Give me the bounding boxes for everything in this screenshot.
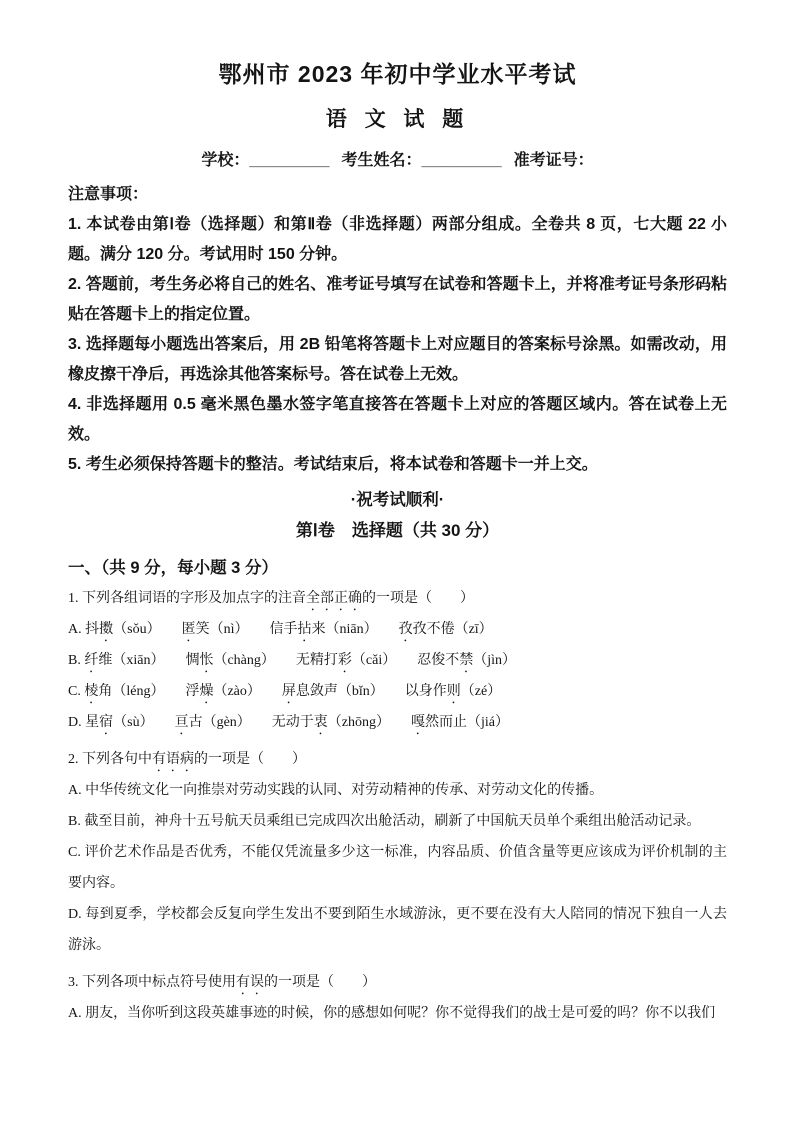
text-segment: （jìn） — [473, 653, 516, 668]
notice-item-4: 4. 非选择题用 0.5 毫米黑色墨水签字笔直接答在答题卡上对应的答题区域内。答在试卷上无效。 — [68, 396, 727, 443]
emphasized-text: 禁 — [459, 653, 474, 668]
text-segment: C. — [68, 684, 85, 699]
ticket-number-label: 准考证号： — [513, 152, 594, 169]
text-segment: B. 截至目前，神舟十五号航天员乘组已完成四次出舱活动，刷新了中国航天员单个乘组出舱活动记录。 — [68, 814, 701, 829]
emphasized-text: 怅 — [199, 653, 214, 668]
notice-heading: 注意事项： — [68, 186, 149, 203]
text-segment: C. 评价艺术作品是否优秀，不能仅凭流量多少这一标准，内容品质、价值含量等更应该成为评价机制的主要内容。 — [68, 845, 727, 891]
question-1-option-b — [68, 645, 727, 676]
school-label: 学校： — [201, 152, 250, 169]
notice-item-5: 5. 考生必须保持答题卡的整洁。考试结束后，将本试卷和答题卡一并上交。 — [68, 456, 598, 473]
text-segment: A. 中华传统文化一向推崇对劳动实践的认同、对劳动精神的传承、对劳动文化的传播。 — [68, 783, 604, 798]
emphasized-text: 燥 — [199, 684, 214, 699]
text-segment: （zé） — [460, 684, 502, 699]
text-segment: （cǎi） 忍俊不 — [351, 653, 460, 668]
emphasized-text: 孜 — [398, 622, 413, 637]
question-2-option-c — [68, 837, 727, 899]
text-segment: （zhōng） — [327, 715, 412, 730]
text-segment: 古（gèn） 无动于 — [188, 715, 314, 730]
candidate-name-label: 考生姓名： — [341, 152, 422, 169]
page-title: 鄂州市 2023 年初中学业水平考试 — [218, 61, 577, 87]
section-1-title: 第Ⅰ卷 选择题（共 30 分） — [295, 521, 500, 540]
text-segment: 来（niān） — [311, 622, 399, 637]
text-segment: 的一项是（ ） — [194, 752, 306, 767]
question-2-option-a — [68, 775, 727, 806]
question-1-option-a — [68, 614, 727, 645]
emphasized-text: 则 — [446, 684, 461, 699]
page-subtitle: 语 文 试 题 — [325, 108, 470, 131]
text-segment: D. 每到夏季，学校都会反复向学生发出不要到陌生水域游泳，更不要在没有大人陪同的情况下独自一人去游泳。 — [68, 907, 727, 953]
emphasized-text: 匿 — [181, 622, 196, 637]
exam-wish: ·祝考试顺利· — [350, 491, 445, 509]
text-segment: （zào） — [213, 684, 282, 699]
question-2-option-b — [68, 806, 727, 837]
question-1-option-c — [68, 676, 727, 707]
emphasized-text: 有语病 — [152, 752, 194, 767]
text-segment: 维（xiān） 惆 — [98, 653, 200, 668]
text-segment: B. — [68, 653, 85, 668]
text-segment: 2. 下列各句中 — [68, 752, 152, 767]
emphasized-text: 纤 — [84, 653, 99, 668]
question-3-option-a — [68, 998, 727, 1029]
emphasized-text: 有误 — [236, 975, 264, 990]
question-2-stem — [68, 744, 727, 775]
emphasized-text: 屏 — [281, 684, 296, 699]
emphasized-text: 嘎 — [411, 715, 426, 730]
text-segment: 的一项是（ ） — [362, 591, 474, 606]
question-2-option-d — [68, 899, 727, 961]
emphasized-text: 宿 — [99, 715, 114, 730]
text-segment: 的一项是（ ） — [264, 975, 376, 990]
notice-item-1: 1. 本试卷由第Ⅰ卷（选择题）和第Ⅱ卷（非选择题）两部分组成。全卷共 8 页，七大题 22 小题。满分 120 分。考试用时 150 分钟。 — [68, 216, 727, 263]
part-1-heading: 一、（共 9 分，每小题 3 分） — [68, 559, 278, 577]
emphasized-text: 亘 — [174, 715, 189, 730]
text-segment: 息敛声（bǐn） 以身作 — [295, 684, 447, 699]
text-segment: 1. 下列各组词语的字形及加点字的注音 — [68, 591, 306, 606]
text-segment: （chàng） 无精打 — [213, 653, 338, 668]
text-segment: 孜不倦（zī） — [412, 622, 493, 637]
emphasized-text: 棱 — [84, 684, 99, 699]
text-segment: 然而止（jiá） — [425, 715, 510, 730]
emphasized-text: 彩 — [337, 653, 352, 668]
text-segment: D. 星 — [68, 715, 100, 730]
question-1-stem — [68, 583, 727, 614]
text-segment: 角（léng） 浮 — [98, 684, 200, 699]
candidate-name-blank: _________ — [421, 152, 502, 169]
emphasized-text: 拈 — [297, 622, 312, 637]
candidate-fields-line — [68, 148, 727, 174]
text-segment: （sǒu） — [113, 622, 182, 637]
text-segment: A. 抖 — [68, 622, 100, 637]
question-3-stem — [68, 967, 727, 998]
question-1-option-d — [68, 707, 727, 738]
emphasized-text: 衷 — [313, 715, 328, 730]
text-segment: A. 朋友，当你听到这段英雄事迹的时候，你的感想如何呢？你不觉得我们的战士是可爱的吗？你不以我们 — [68, 1006, 716, 1021]
text-segment: 笑（nì） 信手 — [195, 622, 298, 637]
notice-item-2: 2. 答题前，考生务必将自己的姓名、准考证号填写在试卷和答题卡上，并将准考证号条形码粘贴在答题卡上的指定位置。 — [68, 276, 727, 323]
emphasized-text: 全部正确 — [306, 591, 362, 606]
text-segment: （sù） — [113, 715, 175, 730]
text-segment: 3. 下列各项中标点符号使用 — [68, 975, 236, 990]
school-blank: _________ — [249, 152, 330, 169]
emphasized-text: 擞 — [99, 622, 114, 637]
notice-item-3: 3. 选择题每小题选出答案后，用 2B 铅笔将答题卡上对应题目的答案标号涂黑。如需改动，用橡皮擦干净后，再选涂其他答案标号。答在试卷上无效。 — [68, 336, 727, 383]
